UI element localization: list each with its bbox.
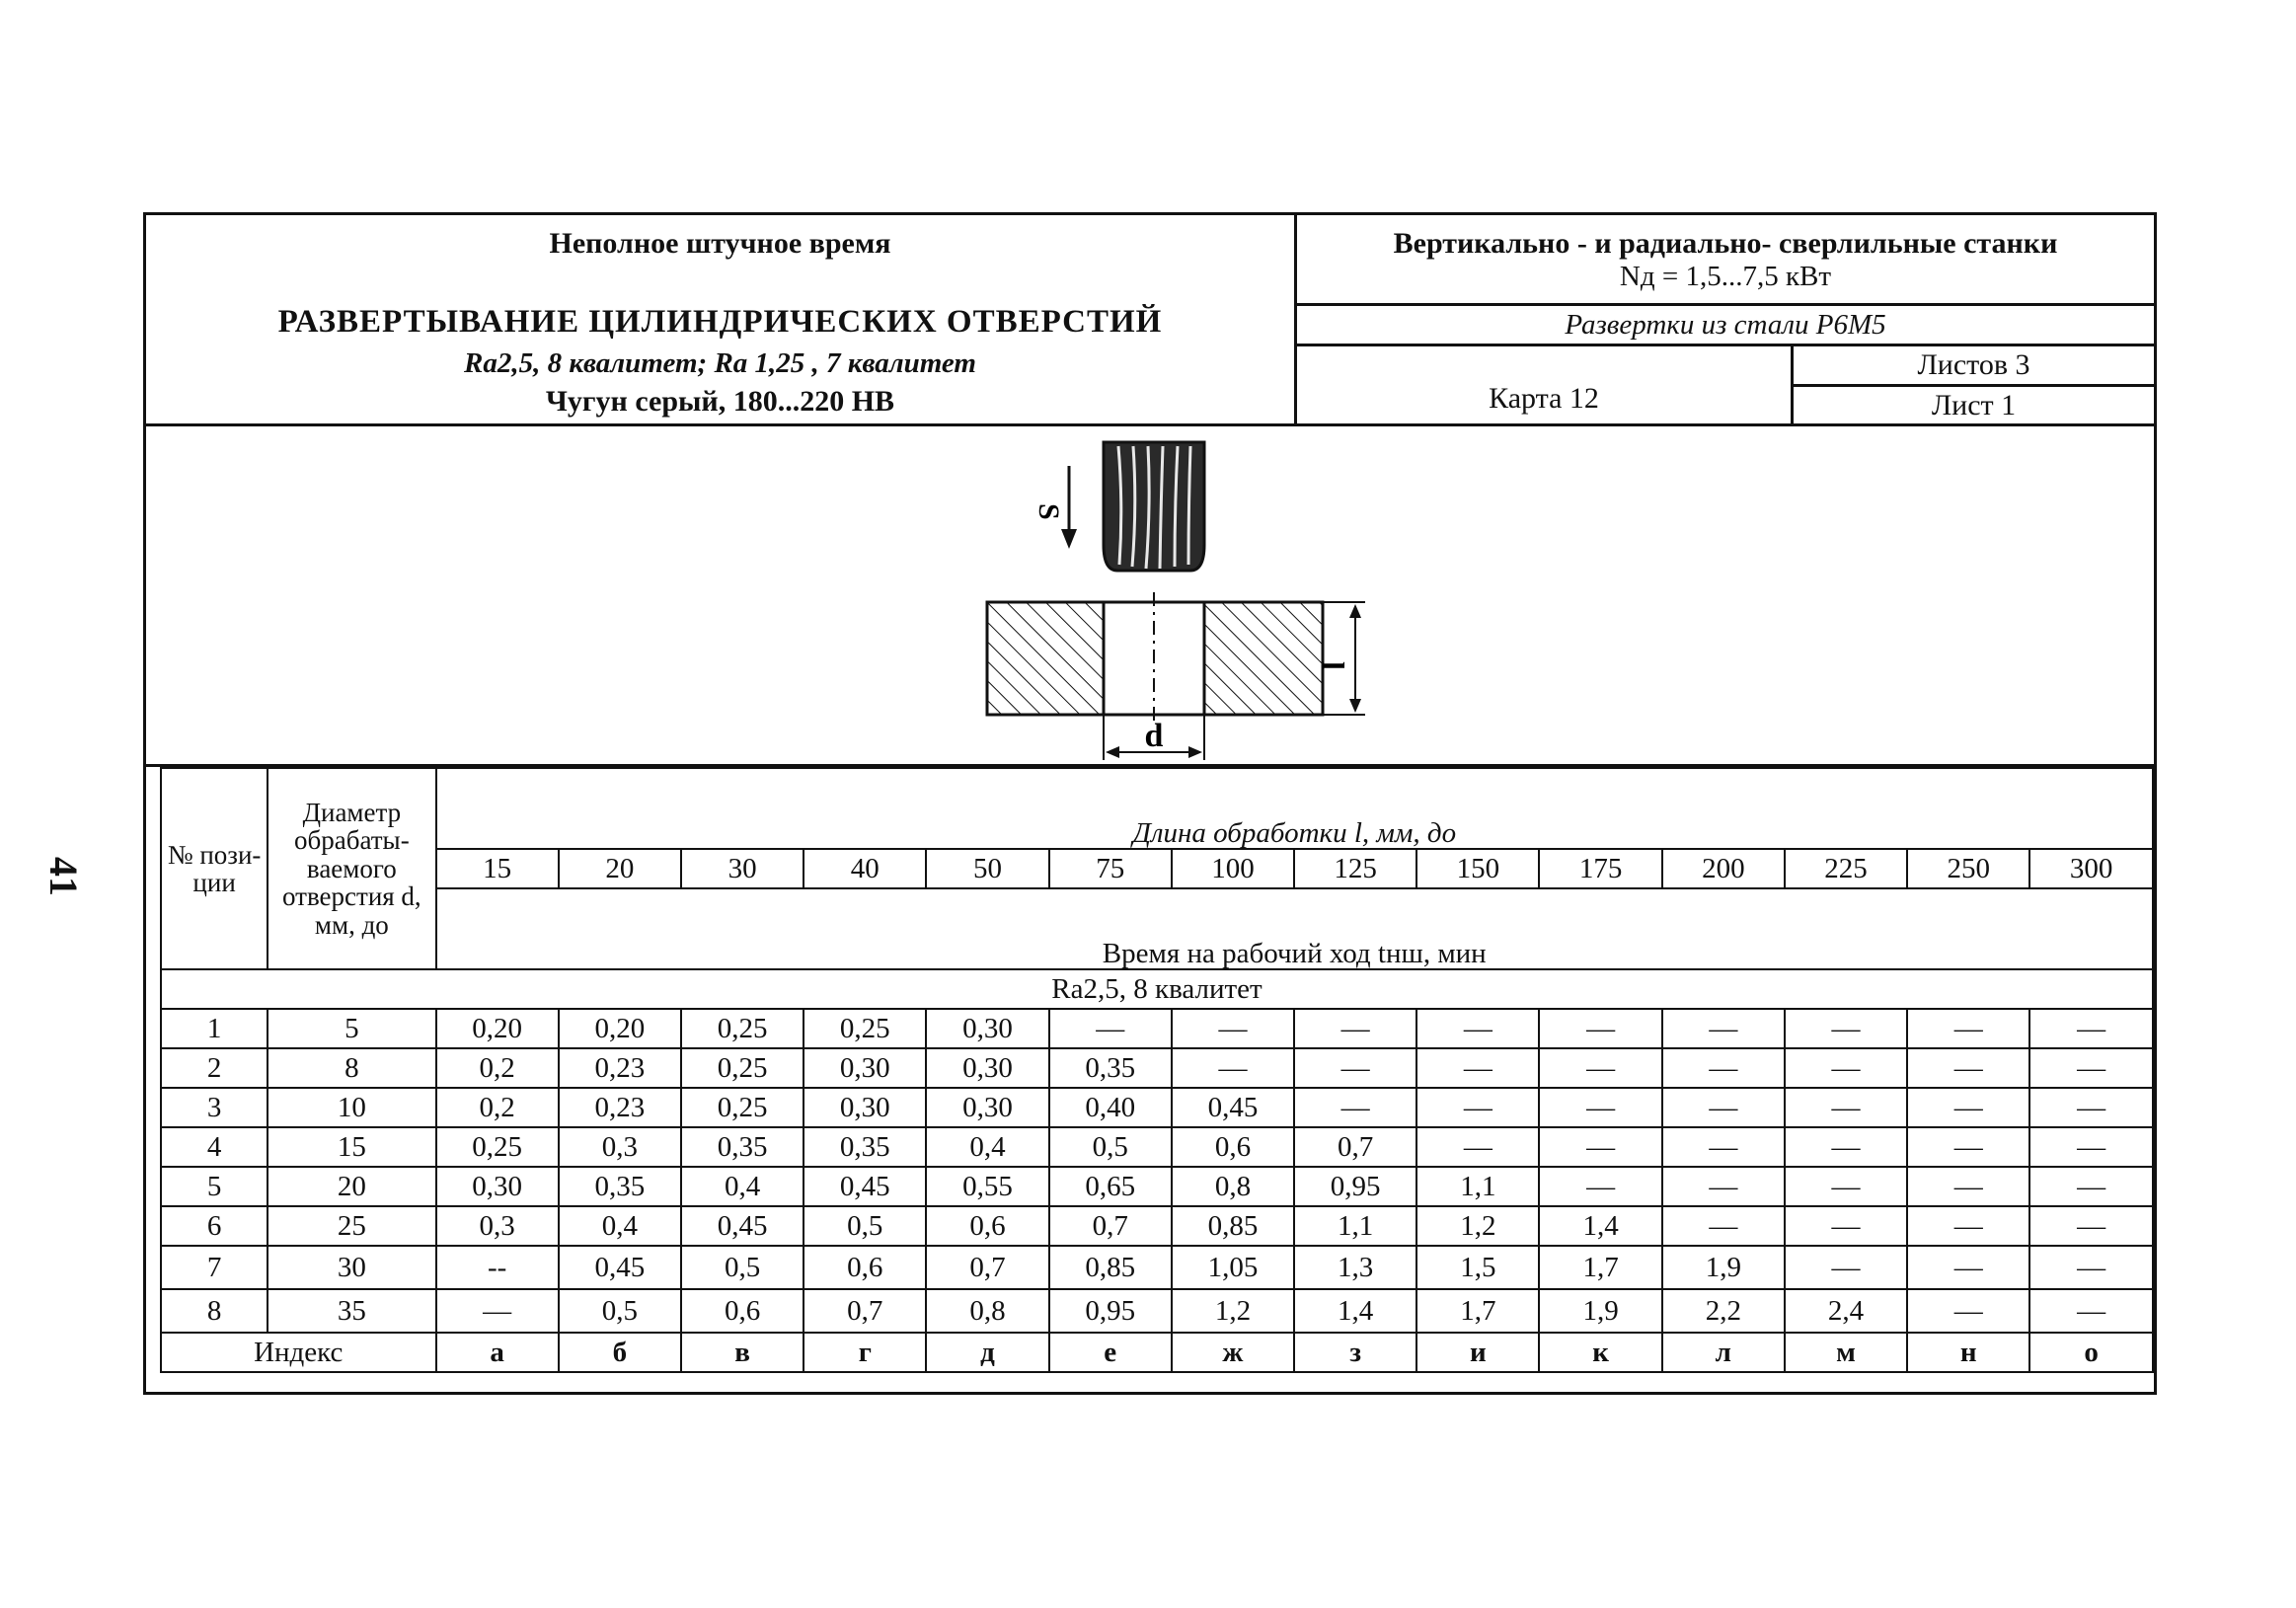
index-letter: о xyxy=(2029,1333,2153,1372)
time-cell: 0,23 xyxy=(559,1048,681,1088)
diameter-cell: 30 xyxy=(268,1246,435,1289)
index-letter: б xyxy=(559,1333,681,1372)
table-row xyxy=(161,1048,2153,1088)
time-cell: 0,5 xyxy=(804,1206,926,1246)
time-cell: 0,2 xyxy=(436,1048,559,1088)
time-cell: 0,23 xyxy=(559,1088,681,1127)
length-value: 250 xyxy=(1907,849,2029,888)
time-cell: 0,45 xyxy=(681,1206,804,1246)
time-cell: 1,4 xyxy=(1294,1289,1416,1333)
header-title: РАЗВЕРТЫВАНИЕ ЦИЛИНДРИЧЕСКИХ ОТВЕРСТИЙ xyxy=(277,304,1163,340)
length-caption: Длина обработки l, мм, до xyxy=(436,768,2153,849)
time-cell: — xyxy=(1662,1206,1785,1246)
time-cell: 0,30 xyxy=(926,1009,1048,1048)
time-cell: — xyxy=(1907,1206,2029,1246)
header-material: Чугун серый, 180...220 НВ xyxy=(545,385,895,418)
index-row xyxy=(161,1333,2153,1372)
table-row xyxy=(161,1009,2153,1048)
time-cell: — xyxy=(1294,1048,1416,1088)
time-cell: 0,40 xyxy=(1049,1088,1172,1127)
time-cell: — xyxy=(2029,1246,2153,1289)
section-label: Ra2,5, 8 квалитет xyxy=(161,969,2153,1009)
time-cell: 0,8 xyxy=(926,1289,1048,1333)
diameter-cell: 35 xyxy=(268,1289,435,1333)
time-cell: — xyxy=(1416,1009,1539,1048)
index-letter: и xyxy=(1416,1333,1539,1372)
position-cell: 8 xyxy=(161,1289,268,1333)
time-cell: 2,4 xyxy=(1785,1289,1907,1333)
machines-label: Вертикально - и радиально- сверлильные станки xyxy=(1393,227,2058,260)
diameter-cell: 5 xyxy=(268,1009,435,1048)
time-cell: 0,85 xyxy=(1049,1246,1172,1289)
length-value: 15 xyxy=(436,849,559,888)
time-cell: 0,25 xyxy=(681,1088,804,1127)
time-cell: 0,35 xyxy=(681,1127,804,1167)
time-cell: 0,30 xyxy=(926,1048,1048,1088)
index-letter: а xyxy=(436,1333,559,1372)
time-cell: -- xyxy=(436,1246,559,1289)
time-cell: 1,2 xyxy=(1172,1289,1294,1333)
time-cell: 1,05 xyxy=(1172,1246,1294,1289)
length-value: 200 xyxy=(1662,849,1785,888)
time-cell: 0,3 xyxy=(436,1206,559,1246)
time-cell: — xyxy=(1785,1167,1907,1206)
time-cell: — xyxy=(1539,1088,1661,1127)
position-cell: 2 xyxy=(161,1048,268,1088)
length-value: 100 xyxy=(1172,849,1294,888)
time-cell: 0,25 xyxy=(681,1009,804,1048)
length-value: 175 xyxy=(1539,849,1661,888)
time-cell: — xyxy=(1907,1009,2029,1048)
diameter-cell: 15 xyxy=(268,1127,435,1167)
time-cell: 1,1 xyxy=(1416,1167,1539,1206)
time-cell: 1,9 xyxy=(1539,1289,1661,1333)
index-letter: в xyxy=(681,1333,804,1372)
diameter-column-header: Диаметр обрабаты- ваемого отверстия d, мм, до xyxy=(268,768,435,969)
table-row xyxy=(161,1246,2153,1289)
time-cell: 0,25 xyxy=(681,1048,804,1088)
time-cell: 0,30 xyxy=(804,1048,926,1088)
index-letter: д xyxy=(926,1333,1048,1372)
time-cell: 0,2 xyxy=(436,1088,559,1127)
time-cell: — xyxy=(1662,1167,1785,1206)
length-value: 125 xyxy=(1294,849,1416,888)
process-card xyxy=(143,212,2157,1395)
time-cell: — xyxy=(1907,1048,2029,1088)
time-cell: — xyxy=(1662,1048,1785,1088)
position-cell: 4 xyxy=(161,1127,268,1167)
position-cell: 5 xyxy=(161,1167,268,1206)
time-cell: — xyxy=(1539,1048,1661,1088)
length-dimension xyxy=(1323,602,1365,715)
time-cell: 0,6 xyxy=(926,1206,1048,1246)
workpiece xyxy=(987,592,1323,723)
time-cell: 0,8 xyxy=(1172,1167,1294,1206)
time-cell: 0,4 xyxy=(926,1127,1048,1167)
diameter-cell: 10 xyxy=(268,1088,435,1127)
diameter-cell: 20 xyxy=(268,1167,435,1206)
time-cell: 0,55 xyxy=(926,1167,1048,1206)
time-cell: — xyxy=(1785,1009,1907,1048)
time-cell: — xyxy=(1416,1088,1539,1127)
time-cell: 0,85 xyxy=(1172,1206,1294,1246)
time-cell: — xyxy=(1662,1127,1785,1167)
time-cell: — xyxy=(2029,1206,2153,1246)
time-cell: — xyxy=(1785,1088,1907,1127)
card-label: Карта 12 xyxy=(1297,346,1794,426)
index-letter: г xyxy=(804,1333,926,1372)
time-cell: — xyxy=(1907,1167,2029,1206)
time-cell: 0,20 xyxy=(436,1009,559,1048)
position-cell: 3 xyxy=(161,1088,268,1127)
time-cell: 0,45 xyxy=(1172,1088,1294,1127)
time-caption: Время на рабочий ход tнш, мин xyxy=(436,888,2153,969)
length-value: 30 xyxy=(681,849,804,888)
time-cell: 0,4 xyxy=(559,1206,681,1246)
time-cell: 1,1 xyxy=(1294,1206,1416,1246)
time-cell: 0,65 xyxy=(1049,1167,1172,1206)
time-cell: — xyxy=(1785,1246,1907,1289)
time-cell: — xyxy=(1172,1009,1294,1048)
page-number: 41 xyxy=(41,857,87,896)
time-cell: 0,25 xyxy=(436,1127,559,1167)
header-spec-line: Ra2,5, 8 квалитет; Ra 1,25 , 7 квалитет xyxy=(464,347,976,379)
time-cell: 0,95 xyxy=(1049,1289,1172,1333)
reaming-sketch xyxy=(146,426,2154,767)
header-right xyxy=(1297,215,2154,426)
time-cell: 0,3 xyxy=(559,1127,681,1167)
diameter-label: d xyxy=(1144,718,1164,754)
time-cell: — xyxy=(1294,1009,1416,1048)
machines-cell xyxy=(1297,215,2154,306)
time-cell: — xyxy=(1907,1127,2029,1167)
time-norms-table xyxy=(160,767,2154,1373)
time-cell: 0,20 xyxy=(559,1009,681,1048)
time-cell: — xyxy=(1785,1206,1907,1246)
time-cell: — xyxy=(1539,1009,1661,1048)
index-letter: н xyxy=(1907,1333,2029,1372)
table-row xyxy=(161,1206,2153,1246)
time-cell: — xyxy=(1662,1088,1785,1127)
time-cell: 0,5 xyxy=(681,1246,804,1289)
length-value: 225 xyxy=(1785,849,1907,888)
sheet-number-label: Лист 1 xyxy=(1931,389,2017,421)
time-cell: — xyxy=(2029,1009,2153,1048)
position-cell: 7 xyxy=(161,1246,268,1289)
time-cell: 0,35 xyxy=(559,1167,681,1206)
time-cell: 0,95 xyxy=(1294,1167,1416,1206)
time-cell: 0,7 xyxy=(926,1246,1048,1289)
power-label: Nд = 1,5...7,5 кВт xyxy=(1619,261,1832,292)
time-cell: 0,6 xyxy=(1172,1127,1294,1167)
time-cell: — xyxy=(2029,1127,2153,1167)
time-cell: — xyxy=(2029,1289,2153,1333)
length-value: 75 xyxy=(1049,849,1172,888)
position-cell: 1 xyxy=(161,1009,268,1048)
time-cell: 1,9 xyxy=(1662,1246,1785,1289)
time-cell: 0,35 xyxy=(804,1127,926,1167)
time-cell: 0,45 xyxy=(804,1167,926,1206)
time-cell: 1,5 xyxy=(1416,1246,1539,1289)
time-cell: 0,30 xyxy=(926,1088,1048,1127)
diameter-cell: 8 xyxy=(268,1048,435,1088)
time-cell: — xyxy=(1785,1127,1907,1167)
table-body xyxy=(161,1009,2153,1333)
table-row xyxy=(161,1289,2153,1333)
index-letter: ж xyxy=(1172,1333,1294,1372)
length-value: 20 xyxy=(559,849,681,888)
sheets-total-label: Листов 3 xyxy=(1794,346,2154,387)
feed-label: S xyxy=(1033,503,1065,520)
length-header-row xyxy=(161,849,2153,888)
time-cell: 0,30 xyxy=(804,1088,926,1127)
tool-label: Развертки из стали Р6М5 xyxy=(1297,306,2154,346)
time-cell: — xyxy=(436,1289,559,1333)
time-cell: 0,5 xyxy=(559,1289,681,1333)
time-cell: 0,30 xyxy=(436,1167,559,1206)
header-left xyxy=(146,215,1297,426)
time-cell: — xyxy=(1907,1289,2029,1333)
time-cell: 0,7 xyxy=(1294,1127,1416,1167)
length-value: 150 xyxy=(1416,849,1539,888)
time-cell: — xyxy=(1416,1127,1539,1167)
time-cell: — xyxy=(1539,1167,1661,1206)
index-label: Индекс xyxy=(161,1333,436,1372)
time-cell: 1,4 xyxy=(1539,1206,1661,1246)
time-cell: 0,5 xyxy=(1049,1127,1172,1167)
time-cell: — xyxy=(2029,1167,2153,1206)
time-cell: 1,7 xyxy=(1416,1289,1539,1333)
index-letter: з xyxy=(1294,1333,1416,1372)
time-cell: — xyxy=(2029,1048,2153,1088)
time-cell: 0,6 xyxy=(681,1289,804,1333)
time-cell: — xyxy=(1294,1088,1416,1127)
table-row xyxy=(161,1088,2153,1127)
index-letter: м xyxy=(1785,1333,1907,1372)
time-cell: 0,7 xyxy=(804,1289,926,1333)
time-cell: 0,25 xyxy=(804,1009,926,1048)
time-cell: 0,6 xyxy=(804,1246,926,1289)
time-cell: 0,4 xyxy=(681,1167,804,1206)
time-cell: — xyxy=(1662,1009,1785,1048)
position-column-header: № пози- ции xyxy=(161,768,268,969)
reamer-tool xyxy=(1104,442,1204,571)
time-cell: 1,7 xyxy=(1539,1246,1661,1289)
time-cell: 0,45 xyxy=(559,1246,681,1289)
index-letter: л xyxy=(1662,1333,1785,1372)
index-letter: е xyxy=(1049,1333,1172,1372)
time-cell: 2,2 xyxy=(1662,1289,1785,1333)
index-letter: к xyxy=(1539,1333,1661,1372)
diameter-cell: 25 xyxy=(268,1206,435,1246)
table-row xyxy=(161,1167,2153,1206)
length-label: l xyxy=(1316,661,1351,670)
length-value: 300 xyxy=(2029,849,2153,888)
time-cell: 0,7 xyxy=(1049,1206,1172,1246)
time-cell: 0,35 xyxy=(1049,1048,1172,1088)
table-row xyxy=(161,1127,2153,1167)
header-subtitle: Неполное штучное время xyxy=(549,227,891,260)
sketch-area xyxy=(146,426,2154,767)
time-cell: — xyxy=(1907,1246,2029,1289)
time-cell: — xyxy=(1539,1127,1661,1167)
position-cell: 6 xyxy=(161,1206,268,1246)
time-cell: — xyxy=(2029,1088,2153,1127)
time-cell: — xyxy=(1785,1048,1907,1088)
length-value: 40 xyxy=(804,849,926,888)
time-cell: — xyxy=(1907,1088,2029,1127)
length-value: 50 xyxy=(926,849,1048,888)
time-cell: — xyxy=(1172,1048,1294,1088)
time-cell: 1,2 xyxy=(1416,1206,1539,1246)
time-cell: — xyxy=(1049,1009,1172,1048)
time-cell: 1,3 xyxy=(1294,1246,1416,1289)
time-cell: — xyxy=(1416,1048,1539,1088)
